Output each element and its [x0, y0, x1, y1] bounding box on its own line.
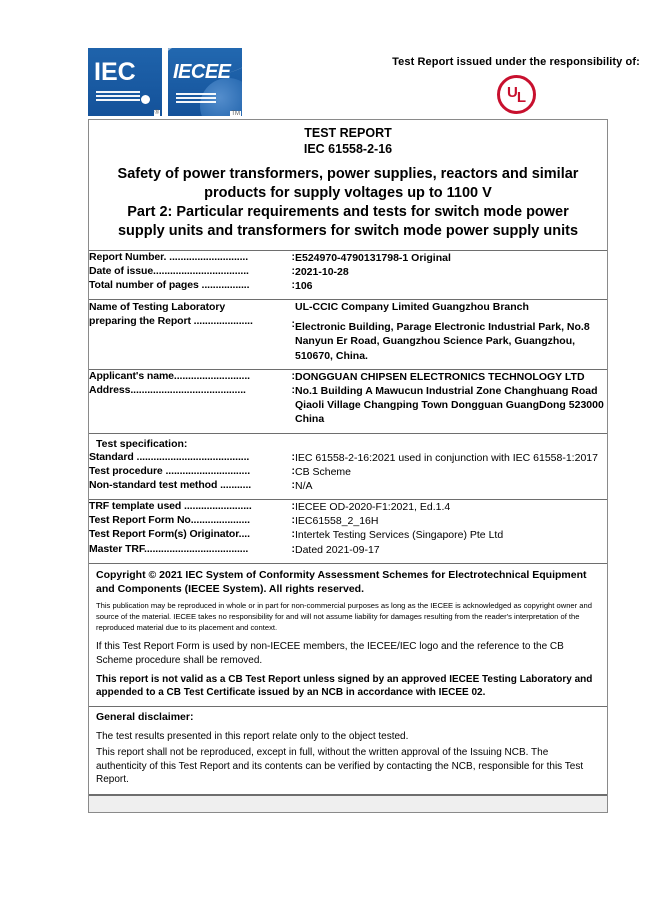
test-report-table: [88, 119, 608, 813]
table-row: [89, 251, 607, 265]
standard-value: IEC 61558-2-16:2021 used in conjunction with IEC 61558-1:2017: [295, 451, 598, 464]
report-standard-number: IEC 61558-2-16: [303, 141, 393, 156]
laboratory-label-line2: preparing the Report .....................: [89, 315, 253, 328]
iecee-logo-text: IECEE: [173, 61, 231, 83]
title-section: [89, 120, 607, 251]
ul-logo-u: U: [506, 84, 517, 101]
iecee-logo: [168, 48, 242, 116]
report-number-value: E524970-4790131798-1 Original: [295, 251, 451, 264]
applicant-address-colon: :: [291, 384, 295, 396]
test-procedure-colon: :: [291, 464, 295, 477]
ul-logo: [497, 75, 536, 114]
scope-line-2: products for supply voltages up to 1100 V: [204, 185, 492, 202]
table-row: [89, 528, 607, 542]
trf-template-label: TRF template used ........................: [89, 500, 252, 513]
non-standard-method-label: Non-standard test method ...........: [89, 478, 252, 491]
applicant-name-colon: :: [291, 369, 295, 382]
disclaimer-line-2: This report shall not be reproduced, except in full, without the written approval of the Issuing NCB. The authenticity of this Test Report and its contents can be verified by contacting the NCB, responsible for this Test Report.: [96, 747, 584, 786]
scope-line-4: supply units and transformers for switch mode power supply units: [117, 222, 579, 239]
report-number-label: Report Number. ............................: [89, 250, 249, 263]
table-row: [89, 500, 607, 514]
scope-line-1: Safety of power transformers, power supplies, reactors and similar: [117, 166, 579, 183]
report-title: TEST REPORT: [304, 126, 392, 140]
ul-logo-l: L: [516, 89, 525, 106]
table-row: [89, 265, 607, 279]
applicant-name-value: DONGGUAN CHIPSEN ELECTRONICS TECHNOLOGY LTD: [295, 370, 585, 383]
testing-laboratory-section: [89, 300, 607, 370]
iec-logo-bars-icon: [96, 91, 140, 104]
test-procedure-value: CB Scheme: [295, 465, 352, 478]
disclaimer-line-1: The test results presented in this report relate only to the object tested.: [96, 730, 409, 742]
applicant-name-label: Applicant's name...........................: [89, 369, 250, 382]
footer-spacer-row: [89, 795, 607, 812]
total-pages-label: Total number of pages .................: [89, 278, 250, 291]
total-pages-value: 106: [295, 279, 313, 292]
trf-originator-label: Test Report Form(s) Originator....: [89, 528, 250, 541]
copyright-line-2: Equipment and Components (IECEE System). All rights reserved.: [96, 568, 587, 595]
non-standard-method-value: N/A: [295, 479, 313, 492]
applicant-address-label: Address.........................................: [89, 384, 246, 396]
table-row: [89, 370, 607, 384]
scope-line-3: Part 2: Particular requirements and tests for switch mode power: [127, 203, 569, 220]
logo-row: [88, 48, 640, 116]
table-row: [89, 465, 607, 479]
iec-logo-dot-icon: [141, 95, 150, 104]
trf-form-no-value: IEC61558_2_16H: [295, 515, 379, 528]
laboratory-value: [295, 300, 607, 363]
trf-section: [89, 500, 607, 564]
laboratory-label-line1: Name of Testing Laboratory: [89, 301, 226, 314]
table-row: [89, 300, 607, 363]
test-procedure-label: Test procedure ..............................: [89, 464, 251, 477]
table-row: [89, 514, 607, 528]
table-row: [89, 543, 607, 557]
table-row: [89, 479, 607, 493]
table-row: [89, 451, 607, 465]
responsibility-text: Test Report issued under the responsibility of:: [392, 56, 640, 68]
copyright-section: [89, 564, 607, 707]
validity-notice: This report is not valid as a CB Test Report unless signed by an approved IECEE Testing Laboratory and appended to a CB Test Certificate issued by an NCB in accordance with IECEE 02.: [96, 674, 593, 699]
applicant-section: [89, 370, 607, 434]
responsibility-block: [336, 48, 660, 114]
trf-template-value: IECEE OD-2020-F1:2021, Ed.1.4: [295, 501, 451, 514]
laboratory-label: [89, 300, 285, 363]
iec-logo-text: IEC: [94, 58, 136, 86]
trf-originator-value: Intertek Testing Services (Singapore) Pte Ltd: [295, 529, 504, 542]
laboratory-name: UL-CCIC Company Limited Guangzhou Branch: [295, 301, 529, 314]
iec-logo: [88, 48, 162, 116]
report-number-colon: :: [291, 250, 295, 263]
ul-logo-wrapper: [336, 75, 660, 114]
total-pages-colon: :: [291, 278, 295, 291]
standard-label: Standard ........................................: [89, 450, 250, 463]
iecee-logo-bars-icon: [176, 93, 216, 105]
copyright-line-1: Copyright © 2021 IEC System of Conformity Assessment Schemes for Electrotechnical: [96, 568, 530, 581]
trf-template-colon: :: [291, 500, 295, 513]
report-info-section: [89, 251, 607, 301]
document-header: [88, 48, 640, 118]
test-specification-section: [89, 434, 607, 501]
laboratory-address: Electronic Building, Parage Electronic Industrial Park, No.8 Nanyun Er Road, Guangzhou Science Park, Guangzhou, 510670, China.: [295, 321, 590, 362]
iec-registered-mark: ®: [154, 110, 159, 116]
date-of-issue-colon: :: [291, 264, 295, 277]
master-trf-colon: :: [291, 542, 295, 555]
date-of-issue-value: 2021-10-28: [295, 265, 349, 278]
iecee-tm-mark: TM: [231, 111, 240, 116]
non-member-notice: If this Test Report Form is used by non-IECEE members, the IECEE/IEC logo and the reference to the CB Scheme procedure shall be removed.: [96, 641, 564, 666]
laboratory-colon: :: [291, 318, 295, 331]
applicant-address-value: No.1 Building A Mawucun Industrial Zone Changhuang Road Qiaoli Village Changping Town Dongguan GuangDong 523000 China: [295, 385, 604, 426]
standard-colon: :: [291, 450, 295, 463]
date-of-issue-label: Date of issue..................................: [89, 264, 249, 277]
table-row: [89, 279, 607, 293]
trf-form-no-colon: :: [291, 514, 295, 527]
master-trf-value: Dated 2021-09-17: [295, 543, 380, 556]
copyright-statement: [89, 564, 607, 600]
trf-form-no-label: Test Report Form No.....................: [89, 514, 250, 527]
test-specification-heading: Test specification:: [96, 437, 188, 450]
master-trf-label: Master TRF.....................................: [89, 542, 249, 555]
table-row: [89, 384, 607, 427]
copyright-fineprint: This publication may be reproduced in whole or in part for non-commercial purposes as long as the IECEE is acknowledged as copyright owner and source of the material. IECEE takes no responsibility for and will not assume liability for damages resulting from the reader's interpretation of the reproduced material due to its placement and context.: [96, 601, 592, 632]
non-standard-method-colon: :: [291, 478, 295, 491]
trf-originator-colon: :: [291, 528, 295, 541]
general-disclaimer-section: [89, 707, 607, 796]
general-disclaimer-heading: General disclaimer:: [96, 710, 194, 723]
